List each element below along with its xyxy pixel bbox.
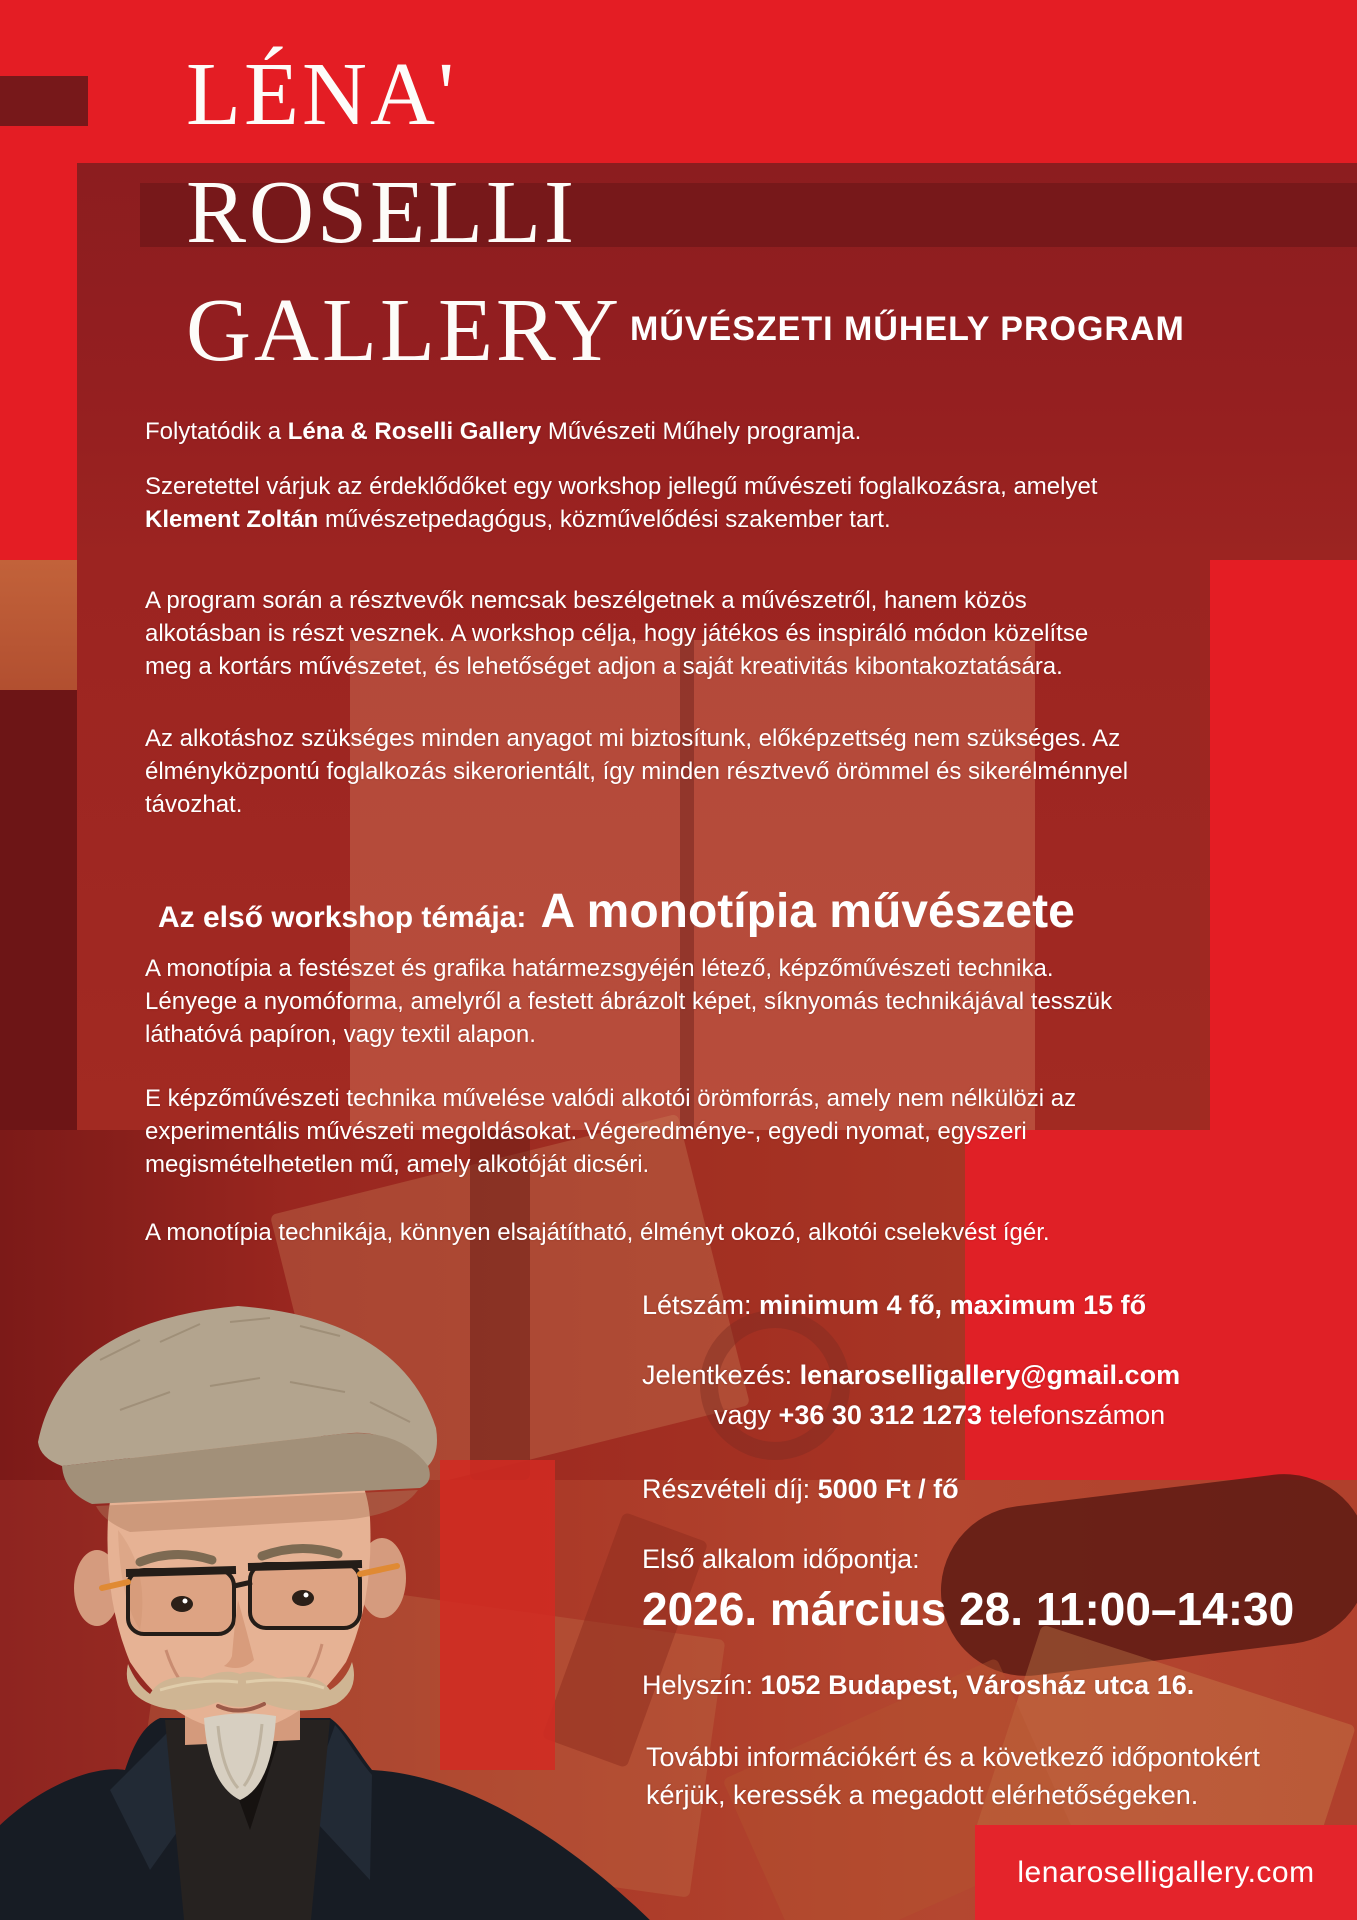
monotype-paragraph-2: E képzőművészeti technika művelése valódi alkotói örömforrás, amely nem nélkülözi az experimentális művészeti megoldásokat. Végeredménye-, egyedi nyomat, egyszeri megismételhetetlen mű, amely alkotóját dicséri. bbox=[145, 1085, 1077, 1178]
footer-website-box bbox=[975, 1825, 1357, 1920]
intro-paragraph-4: Az alkotáshoz szükséges minden anyagot mi biztosítunk, előképzettség nem szükséges. Az élményközpontú foglalkozás sikerorientált, így minden résztvevő örömmel és sikerélménnyel távozhat. bbox=[145, 725, 1129, 818]
headcount-value: minimum 4 fő, maximum 15 fő bbox=[759, 1290, 1147, 1320]
registration-label: Jelentkezés: bbox=[642, 1360, 800, 1390]
intro-p2-post: művészetpedagógus, közművelődési szakember tart. bbox=[318, 506, 891, 533]
fee-label: Részvételi díj: bbox=[642, 1474, 818, 1504]
program-title: MŰVÉSZETI MŰHELY PROGRAM bbox=[630, 310, 1185, 348]
first-session-label: Első alkalom időpontja: bbox=[642, 1544, 920, 1574]
more-info-note: További információkért és a következő időpontokért kérjük, keressék a megadott elérhetőségeken. bbox=[646, 1742, 1260, 1810]
intro-p1-post: Művészeti Műhely programja. bbox=[541, 418, 862, 445]
workshop-topic-title: A monotípia művészete bbox=[540, 885, 1075, 938]
intro-p1-gallery-name: Léna & Roselli Gallery bbox=[287, 418, 542, 445]
eye-left bbox=[171, 1596, 193, 1612]
phone-number[interactable]: +36 30 312 1273 bbox=[778, 1400, 982, 1430]
registration-email[interactable]: lenaroselligallery@gmail.com bbox=[799, 1360, 1181, 1390]
headcount-line bbox=[642, 1288, 1146, 1322]
fee-line bbox=[642, 1472, 959, 1506]
photo-roller-shape bbox=[931, 1464, 1357, 1685]
registration-line bbox=[642, 1358, 1180, 1392]
fee-value: 5000 Ft / fő bbox=[817, 1474, 959, 1504]
first-session-date: 2026. március 28. 11:00–14:30 bbox=[642, 1583, 1295, 1635]
intro-p2-pre: Szeretettel várjuk az érdeklődőket egy workshop jellegű művészeti foglalkozásra, amelyet bbox=[145, 473, 1098, 500]
workshop-topic-heading bbox=[158, 884, 1075, 939]
venue-label: Helyszín: bbox=[642, 1670, 761, 1700]
intro-p2-instructor-name: Klement Zoltán bbox=[145, 506, 319, 533]
headcount-label: Létszám: bbox=[642, 1290, 760, 1320]
monotype-paragraph-3: A monotípia technikája, könnyen elsajátítható, élményt okozó, alkotói cselekvést ígér. bbox=[145, 1219, 1050, 1246]
eye-glint-right bbox=[304, 1593, 309, 1598]
phone-pre: vagy bbox=[714, 1400, 779, 1430]
intro-paragraph-2 bbox=[145, 470, 1175, 536]
logo-line-3: GALLERY bbox=[186, 281, 622, 380]
intro-paragraph-1 bbox=[145, 415, 861, 448]
workshop-topic-label: Az első workshop témája: bbox=[158, 901, 527, 934]
logo-accent-bar bbox=[0, 76, 88, 126]
background-right-margin bbox=[1210, 560, 1357, 1130]
eye-glint-left bbox=[183, 1599, 188, 1604]
logo-line-2: ROSELLI bbox=[186, 163, 577, 262]
instructor-portrait-photo bbox=[0, 1270, 680, 1920]
venue-value: 1052 Budapest, Városház utca 16. bbox=[760, 1670, 1195, 1700]
phone-post: telefonszámon bbox=[982, 1400, 1166, 1430]
eye-right bbox=[292, 1590, 314, 1606]
gallery-logo bbox=[186, 36, 622, 390]
venue-line bbox=[642, 1668, 1194, 1702]
monotype-paragraph-1: A monotípia a festészet és grafika határmezsgyéjén létező, képzőművészeti technika. Lényege a nyomóforma, amelyről a festett ábrázolt képet, síknyomás technikájával tesszük láthatóvá papíron, vagy textil alapon. bbox=[145, 955, 1113, 1048]
background-left-photo-strip bbox=[0, 560, 77, 690]
logo-line-1: LÉNA' bbox=[186, 45, 458, 144]
intro-p1-pre: Folytatódik a bbox=[145, 418, 288, 445]
phone-line bbox=[714, 1398, 1165, 1432]
intro-paragraph-3: A program során a résztvevők nemcsak beszélgetnek a művészetről, hanem közös alkotásban is részt vesznek. A workshop célja, hogy játékos és inspiráló módon közelítse meg a kortárs művészetet, és lehetőséget adjon a saját kreativitás kibontakoztatására. bbox=[145, 587, 1089, 680]
website-link[interactable]: lenaroselligallery.com bbox=[1017, 1855, 1315, 1889]
